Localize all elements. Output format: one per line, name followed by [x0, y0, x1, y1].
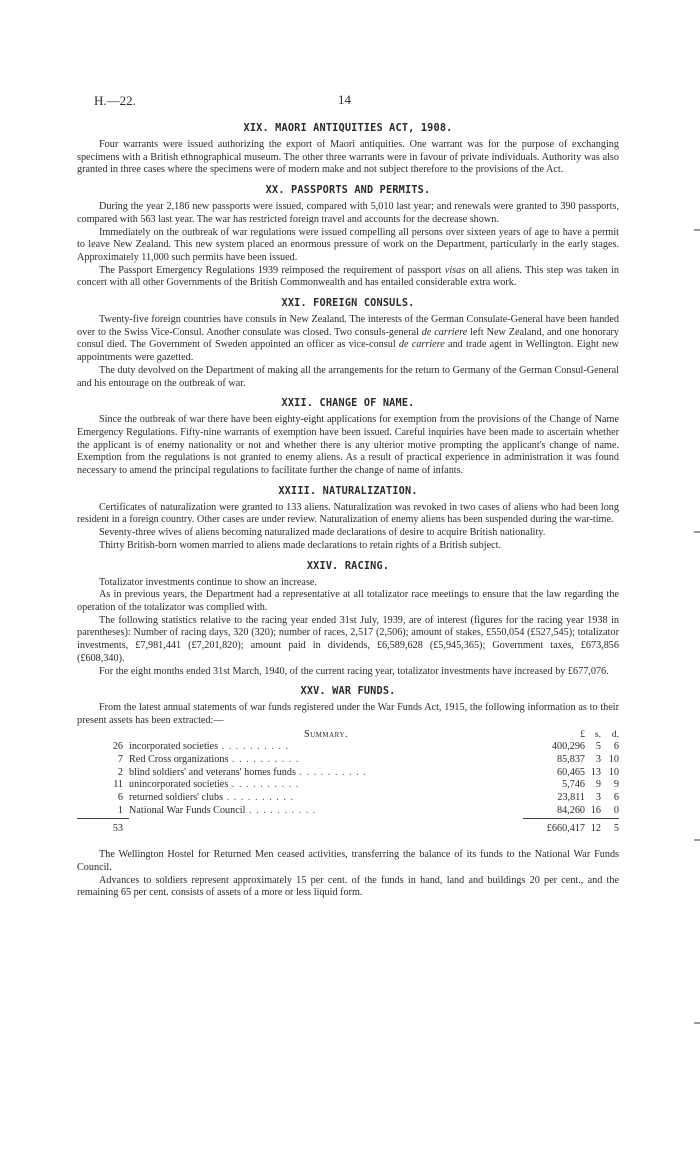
- table-row: [77, 754, 619, 767]
- paragraph: As in previous years, the Department had a representative at all totalizator race meetings to ensure that the law regarding the operation of the totalizator was complied with.: [77, 589, 619, 613]
- paragraph: For the eight months ended 31st March, 1940, of the current racing year, totalizator investments have increased by £677,076.: [99, 665, 609, 677]
- paragraph: Immediately on the outbreak of war regulations were issued compelling all persons over sixteen years of age to have a permit to leave New Zealand. This new system placed an enormous pressure of work on the Department, particularly in the early stages. Approximately 11,000 such permits have been issued.: [77, 226, 619, 263]
- leader-dots: . . . . . . . . . .: [223, 792, 295, 804]
- section-passports: [77, 184, 619, 290]
- table-row: [77, 767, 619, 780]
- leader-dots: . . . . . . . . . .: [228, 754, 300, 766]
- summary-heading: Summary.: [303, 728, 349, 740]
- paragraph: Four warrants were issued authorizing the export of Maori antiquities. One warrant was for the purpose of exchanging specimens with a British ethnographical museum. The other three warrants were in favour of private individuals. Authority was also granted in three cases where the specimens were of modern make and not subject therefore to the provisions of the Act.: [77, 139, 619, 176]
- section-title: XXV. WAR FUNDS.: [300, 686, 396, 698]
- fund-shillings: 16: [590, 804, 601, 816]
- margin-mark: [694, 839, 700, 841]
- leader-dots: . . . . . . . . . .: [218, 741, 290, 753]
- paragraph: Advances to soldiers represent approximately 15 per cent. of the funds in hand, land and buildings 20 per cent., and the remaining 65 per cent. consists of assets of a more or less liquid form.: [77, 874, 619, 899]
- paragraph: Totalizator investments continue to show an increase.: [99, 576, 317, 588]
- table-total-row: [77, 818, 619, 835]
- fund-pence: 10: [608, 754, 619, 766]
- section-war-funds: [77, 685, 619, 900]
- fund-count: 7: [117, 754, 123, 766]
- paragraph: The Wellington Hostel for Returned Men ceased activities, transferring the balance of its funds to the National War Funds Council.: [77, 849, 619, 873]
- fund-label: returned soldiers' clubs: [129, 792, 224, 804]
- paragraph: During the year 2,186 new passports were issued, compared with 5,010 last year; and renewals were granted to 390 passports, compared with 563 last year. The war has restricted foreign travel and accounts for the decrease shown.: [77, 201, 619, 225]
- margin-mark: [694, 1022, 700, 1024]
- fund-label-cell: [129, 741, 523, 754]
- paragraph: Seventy-three wives of aliens becoming naturalized made declarations of desire to acquire British nationality.: [99, 527, 546, 539]
- fund-label-cell: [129, 754, 523, 767]
- section-naturalization: [77, 485, 619, 553]
- total-pounds: £660,417: [523, 818, 585, 835]
- paragraph: From the latest annual statements of war funds registered under the War Funds Act, 1915, the following information as to their present assets has been extracted:—: [77, 702, 619, 726]
- fund-pence: 9: [613, 779, 619, 791]
- margin-mark: [694, 229, 700, 231]
- paragraph: Certificates of naturalization were granted to 133 aliens. Naturalization was revoked in two cases of aliens who had been long resident in a foreign country. Other cases are under review. Naturalization of enemy aliens has been suspended during the war-time.: [77, 501, 619, 526]
- fund-pounds: 23,811: [557, 792, 585, 804]
- fund-pence: 6: [613, 741, 619, 753]
- fund-label-cell: [129, 767, 523, 780]
- table-row: [77, 792, 619, 805]
- section-title: XIX. MAORI ANTIQUITIES ACT, 1908.: [243, 123, 453, 134]
- fund-shillings: 13: [590, 766, 601, 778]
- section-title: XX. PASSPORTS AND PERMITS.: [265, 185, 431, 197]
- section-title: XXIV. RACING.: [306, 560, 390, 572]
- total-count: 53: [77, 818, 129, 835]
- fund-pence: 10: [608, 766, 619, 778]
- leader-dots: . . . . . . . . . .: [295, 766, 367, 778]
- column-pence: d.: [611, 729, 619, 740]
- fund-pence: 0: [613, 804, 619, 816]
- section-change-of-name: [77, 397, 619, 478]
- fund-label: National War Funds Council: [129, 804, 246, 816]
- page-number: 14: [338, 92, 351, 107]
- fund-label: incorporated societies: [129, 741, 219, 753]
- section-maori-antiquities: [77, 122, 619, 177]
- fund-label: unincorporated societies: [129, 779, 229, 791]
- fund-shillings: 5: [595, 741, 601, 753]
- fund-shillings: 3: [595, 754, 601, 766]
- fund-label-cell: [129, 779, 523, 792]
- column-shillings: s.: [594, 729, 601, 740]
- table-row: [77, 741, 619, 754]
- fund-pence: 6: [613, 792, 619, 804]
- fund-pounds: 5,746: [562, 779, 585, 791]
- fund-count: 2: [117, 766, 123, 778]
- fund-count: 11: [113, 779, 123, 791]
- fund-count: 26: [112, 741, 123, 753]
- page-body: [77, 118, 619, 907]
- paragraph: Since the outbreak of war there have been eighty-eight applications for exemption from the provisions of the Change of Name Emergency Regulations. Fifty-nine warrants of exemption have been issued. Careful inquiries have been made to ascertain whether the applicant is of enemy nationality or not and whether there is any ulterior motive prompting the applicant's change of name. Exemption from the regulations is not granted to enemy aliens. As a result of practical experience in administration it was found necessary to amend the principal regulations to facilitate further the change of name of infants.: [77, 414, 619, 477]
- fund-pounds: 400,296: [551, 741, 585, 753]
- section-racing: [77, 560, 619, 679]
- fund-shillings: 9: [595, 779, 601, 791]
- fund-label: blind soldiers' and veterans' homes funds: [129, 766, 296, 778]
- total-shillings: 12: [585, 818, 601, 835]
- document-reference: H.—22.: [94, 93, 136, 108]
- fund-pounds: 84,260: [556, 804, 585, 816]
- leader-dots: . . . . . . . . . .: [245, 804, 317, 816]
- total-pence: 5: [601, 818, 619, 835]
- table-header-row: [77, 729, 619, 742]
- paragraph: The duty devolved on the Department of making all the arrangements for the return to Germany of the German Consul-General and his entourage on the outbreak of war.: [77, 364, 619, 389]
- table-row: [77, 779, 619, 792]
- section-title: XXI. FOREIGN CONSULS.: [281, 298, 415, 310]
- section-title: XXIII. NATURALIZATION.: [278, 485, 418, 497]
- fund-label-cell: [129, 805, 523, 818]
- war-funds-summary-table: [77, 729, 619, 836]
- section-foreign-consuls: [77, 297, 619, 390]
- section-title: XXII. CHANGE OF NAME.: [281, 398, 415, 410]
- fund-shillings: 3: [595, 792, 601, 804]
- column-pounds: £: [580, 729, 585, 740]
- leader-dots: . . . . . . . . . .: [228, 779, 300, 791]
- fund-count: 1: [117, 804, 123, 816]
- paragraph: Thirty British-born women married to aliens made declarations to retain rights of a British subject.: [99, 539, 502, 551]
- fund-pounds: 60,465: [556, 766, 585, 778]
- margin-mark: [694, 531, 700, 533]
- fund-label-cell: [129, 792, 523, 805]
- fund-pounds: 85,837: [556, 754, 585, 766]
- paragraph: Twenty-five foreign countries have consuls in New Zealand. The interests of the German Consulate-General have been handed over to the Swiss Vice-Consul. Another consulate was closed. Two consuls-general de carriere left New Zealand, and one honorary consul died. The Government of Sweden appointed an officer as vice-consul de carriere and trade agent in Wellington. Eight new appointments were gazetted.: [77, 314, 620, 364]
- table-row: [77, 805, 619, 818]
- paragraph: The Passport Emergency Regulations 1939 reimposed the requirement of passport visas on all aliens. This step was taken in concert with all other Governments of the British Commonwealth and has entailed considerable extra work.: [77, 264, 619, 289]
- fund-count: 6: [117, 792, 123, 804]
- fund-label: Red Cross organizations: [129, 754, 229, 766]
- paragraph: The following statistics relative to the racing year ended 31st July, 1939, are of interest (figures for the racing year 1938 in parentheses): Number of racing days, 320 (320); number of races, 2,517 (2,506); amount of stakes, £550,054 (£527,545); totalizator investments, £7,981,441 (£7,201,820); amount paid in dividends, £6,589,628 (£5,945,365); Government taxes, £673,856 (£608,340).: [77, 614, 619, 664]
